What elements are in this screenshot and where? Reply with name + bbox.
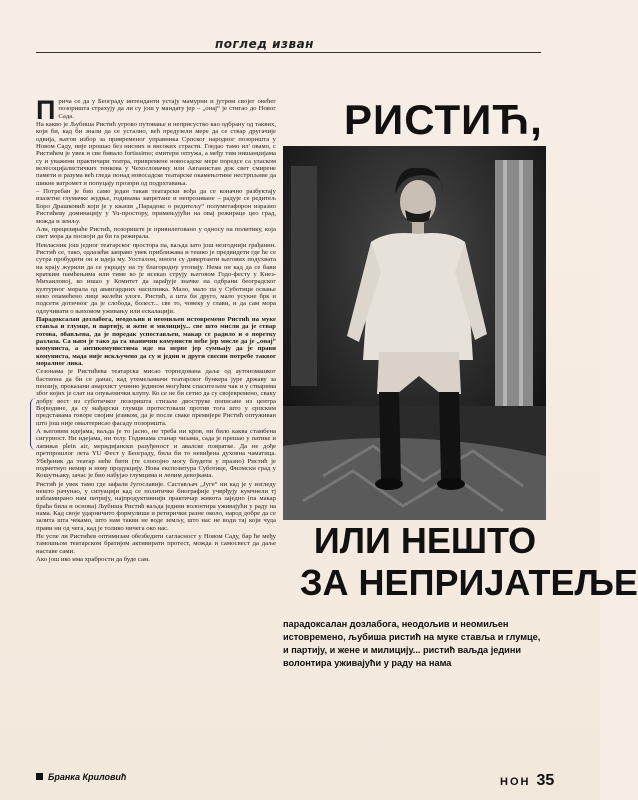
body-paragraph: А његовим идејама, ваљда је то јасно, не треба ни кров, ни било каква стамбена сигурност. Ни идејама, ни телу. Годинама станар чизама, сада је прешао у патике и лапињи plein air, меридијански разуђеност и авалске повратке. Да не дође претпрошлог лета YU Фест у Београду, била би то невиђена духовна чаматица. Убеђеник да театар неће бити (те слопојно могу блудети у празно) Ристић је подметнуо немир и нову продукцију. Нова експозитура Суботице, Филмски град у Кошутњаку, зачас је био набујао глумцима и лепим девојкама. bbox=[36, 428, 276, 480]
lead-text: рича се да у Београду интенданти устају мамурни и јутром својег овећег позоришта страхују да ли су још у мандату јер – „онај“ је стигао до Новог Сада. bbox=[58, 98, 276, 120]
article-title-line1: РИСТИЋ, bbox=[344, 96, 543, 143]
portrait-photo-graphic bbox=[283, 146, 546, 520]
section-label: поглед изван bbox=[215, 37, 314, 51]
lead-paragraph bbox=[36, 95, 276, 125]
body-paragraph: Сезонама је Ристићева театарска мисао торпедована даље од аутономашког бастиона да би се данас, кад утемељивачи театарског бункера јуре државу за пензију, проказани анархист учинио једином могућим спаситељем чак и у стварима због којих је слат на опуњенички клупу. Ко се не би сетио да су својевремено, сваку добру вест из суботичког позоришта стизале двоструке пописане из центра Војводине, да су мађарски глумци протестовали против тога што у српским представама говоре својим језиком, да је после сваке премијере Ристић оптуживан што још није омалтерисао фасаду позоришта. bbox=[36, 368, 276, 427]
page-number: 35 bbox=[536, 772, 555, 789]
article-body-column bbox=[36, 95, 276, 564]
byline-square-icon bbox=[36, 773, 43, 780]
author-name: Бранка Криловић bbox=[48, 772, 127, 782]
article-photo bbox=[283, 146, 546, 520]
highlighted-paragraph: Парадоксалан дозлабога, неодољив и неомиљен истовремено Ристић на муке ставља и глумце, и партију, и жене и милицију... све што мисли да је ствар готова, обављена, да је поредак успостављен, макар се радило и о поретку разлаза. Са њим је тако да га званични комунисти неће јер мисле да је „онај“ комуниста, а антикомунистима иде на нерве јер сумњају да је прави комуниста, мада није искључено да су и једни и други свесни потребе таквог моралног лика. bbox=[36, 315, 276, 368]
article-title-continued bbox=[300, 520, 638, 604]
publication-footer bbox=[500, 772, 554, 790]
drop-cap: П bbox=[36, 95, 56, 125]
body-paragraph: Ако још ико има храбрости да буде сам. bbox=[36, 555, 150, 563]
body-paragraph: Али, прецизираће Ристић, позориште је привилеговано у односу на политику, која свет мора да посвоји да би га режирала. bbox=[36, 225, 276, 241]
article-title-line3: ЗА НЕПРИЈАТЕЉЕ bbox=[300, 562, 638, 603]
header-rule bbox=[36, 52, 541, 53]
body-paragraph: На какво је Љубиша Ристић угрово путовање и неприсуство као одбрану од таквих, који би, кад би знали да се усталио, већ предузели мере да се ствар другачије одвија, његов избор за привременог управника Српског народног позоришта у Новом Саду, није прошао без нисних и високих страсти. Гледао тамо ил' овамо, с Ристићем је увек и све бивало fortissimo; емитери оптужа, а међу тим нишанџијама су и уважени практичари театра, привремене новосадске мере поредсе са уласком велесоцијалистичких тенкова у Чехословачку или Авганистан док свет смирене памети и разума већ гледа понад новосадске театарске окамењотине нестрпљиве да шикне ватромет и попуцају прозори од подрхтавања. bbox=[36, 121, 276, 187]
article-title-line2: ИЛИ НЕШТО bbox=[313, 520, 537, 561]
body-paragraph: Невласник још једног театарског простора па, ваљда зато још незгоднији грађанин. Ристић се, тако, одлазећи заправо увек приближава и тешко је предвидети где ће се сутра пробудити он и идеја му. Уосталом, многи су дивертанти његових подухвата на крају журили да се укрцају на ту благородну утопију. Нема он кад да се бави кратким памћењима или тиме ко је исекао струју његовом Годо-фесту у Кнез-Михаиловој, ко ишао у Комитет да зарађује значке на одбрани београдског културног морала од авангардних насилника. Мало, мало па у Суботици освање неко опамећено лице желећи улоге. Ристић, а шта би друго, мало усукне брк и подсети дотичног да је слобода, болест... све то, човеку у глави, и да сам мора одлучивати о њиховом уживању или ескалацији. bbox=[36, 241, 276, 315]
body-paragraph: – Потребан је био само један такав театарски вођа да се коначно разбуктају изазетне глумачке жудње, годинама запретане и непрозиване – радује се редитељ Боро Драшковић који је у књизи „Парадокс о редитељу“ полуметафорон изразио Ристићеву доминацију у Yu-простору, примењујући на овај режираце цео град, можда и земљу. bbox=[36, 188, 276, 225]
pull-quote: парадоксалан дозлабога, неодољив и неомиљен истовремено, љубиша ристић на муке ставља и глумце, и партију, и жене и милицију... ристић ваљда једини волонтира уживајући у раду на нама bbox=[283, 619, 541, 668]
body-paragraph: Не успе ли Ристићев оптимизам обезбедити сагласност у Новом Саду, бар ће међу тамошњом театарском братијом активирати протест, можда и самосвест да даље наставе сами. bbox=[36, 532, 276, 555]
byline bbox=[36, 772, 126, 782]
publication-name: НОН bbox=[500, 776, 531, 788]
body-paragraph: Ристић је увек тамо где зафали Југославије. Састављач „Југе“ ни кад је у изгледу нешто рачунао, у ситуацији кад се политичке биографије учврђују кумчнели тј избламирано нам патрију, најпродуктивнији практичар живота заједно (па макар браћа била и основа) Љубиша Ристић ваљда једини волонтира уживајући у раду на нама. Кад своје ударничито формулише и ретирички разне около, народ добре да се залита шта чекамо, што нам такви не воде земљу, што нас не води тај који чуда прави ни од чега, кад је толико ничега око нас. bbox=[36, 480, 276, 532]
